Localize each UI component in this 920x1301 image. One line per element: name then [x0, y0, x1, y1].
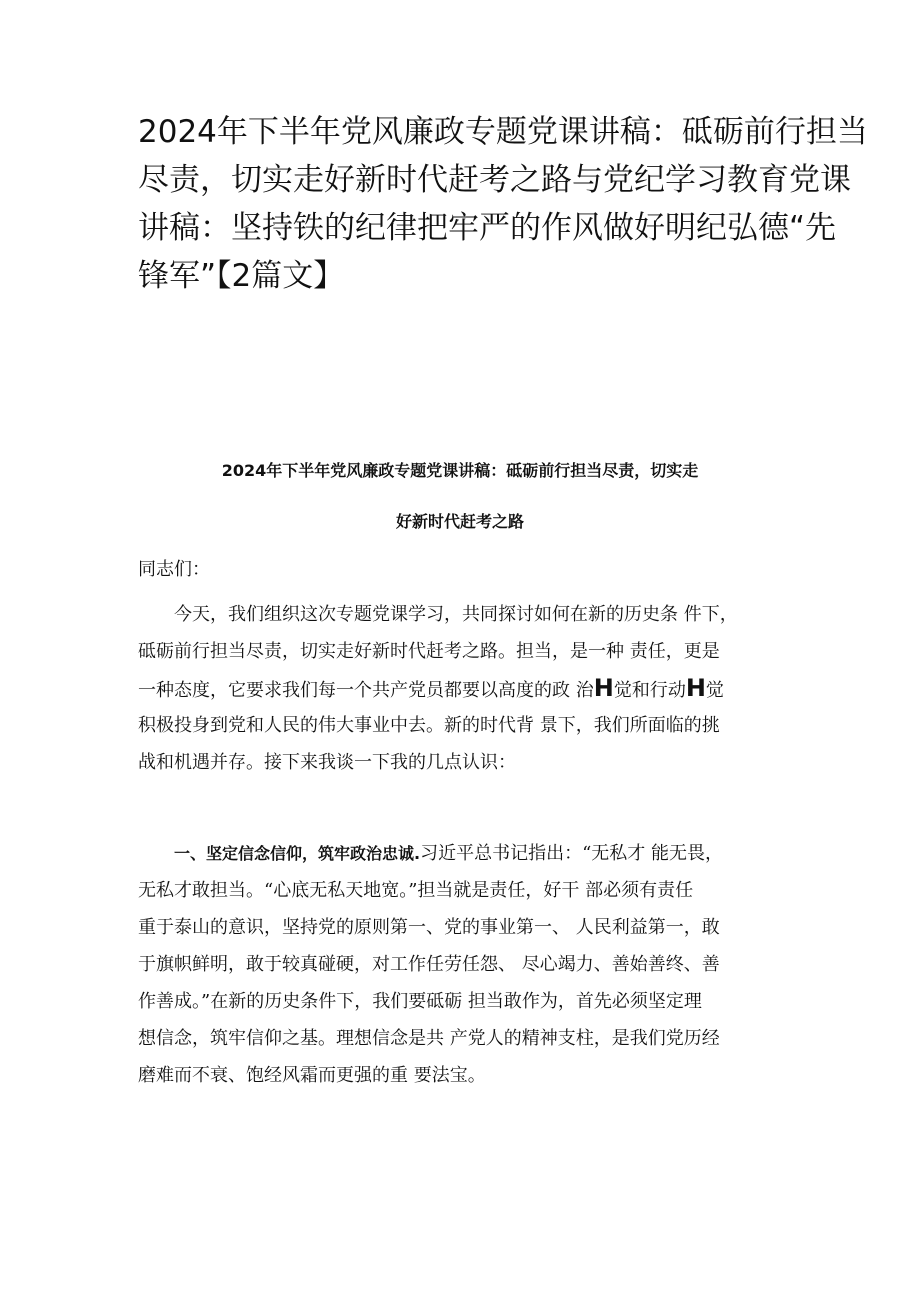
paragraph-line: 于旗帜鲜明，敢于较真碰硬，对工作任劳任怨、 尽心竭力、善始善终、善	[138, 954, 720, 975]
paragraph-line: 积极投身到党和人民的伟大事业中去。新的时代背 景下，我们所面临的挑	[138, 715, 720, 736]
ocr-artifact-h: H	[593, 674, 614, 702]
paragraph-section-one	[138, 835, 798, 1094]
document-title-line: 锋军”【2篇文】	[138, 258, 345, 294]
paragraph-text: 觉	[705, 680, 724, 701]
section-title-line-2: 好新时代赶考之路	[395, 512, 524, 531]
ocr-artifact-h: H	[685, 674, 706, 702]
paragraph-line: 想信念，筑牢信仰之基。理想信念是共 产党人的精神支柱，是我们党历经	[138, 1028, 720, 1049]
paragraph-intro	[138, 596, 798, 781]
document-title-line: 讲稿：坚持铁的纪律把牢严的作风做好明纪弘德“先	[138, 210, 837, 246]
document-title-line: 2024年下半年党风廉政专题党课讲稿：砥砺前行担当	[138, 114, 868, 150]
section-title-line-1: 2024年下半年党风廉政专题党课讲稿：砥砺前行担当尽责，切实走	[221, 461, 699, 480]
paragraph-line: 战和机遇并存。接下来我谈一下我的几点认识：	[138, 752, 516, 773]
paragraph-text: 一种态度，它要求我们每一个共产党员都要以高度的政 治	[138, 680, 594, 701]
paragraph-line	[138, 670, 798, 707]
paragraph-line: 磨难而不衰、饱经风霜而更强的重 要法宝。	[138, 1065, 486, 1086]
subsection-heading: 一、坚定信念信仰，筑牢政治忠诚.	[174, 844, 421, 863]
paragraph-line	[138, 835, 798, 872]
paragraph-text: 习近平总书记指出：“无私才 能无畏，	[420, 843, 724, 864]
paragraph-line: 重于泰山的意识，坚持党的原则第一、党的事业第一、 人民利益第一，敢	[138, 917, 720, 938]
document-title	[138, 108, 868, 300]
paragraph-line: 砥砺前行担当尽责，切实走好新时代赶考之路。担当，是一种 责任，更是	[138, 641, 720, 662]
salutation: 同志们：	[138, 559, 210, 580]
paragraph-line: 今天，我们组织这次专题党课学习，共同探讨如何在新的历史条 件下，	[174, 604, 738, 625]
paragraph-text: 觉和行动	[613, 680, 686, 701]
paragraph-line: 无私才敢担当。“心底无私天地宽。”担当就是责任，好干 部必须有责任	[138, 880, 694, 901]
document-title-line: 尽责，切实走好新时代赶考之路与党纪学习教育党课	[138, 162, 851, 198]
paragraph-line: 作善成。”在新的历史条件下，我们要砥砺 担当敢作为，首先必须坚定理	[138, 991, 702, 1012]
